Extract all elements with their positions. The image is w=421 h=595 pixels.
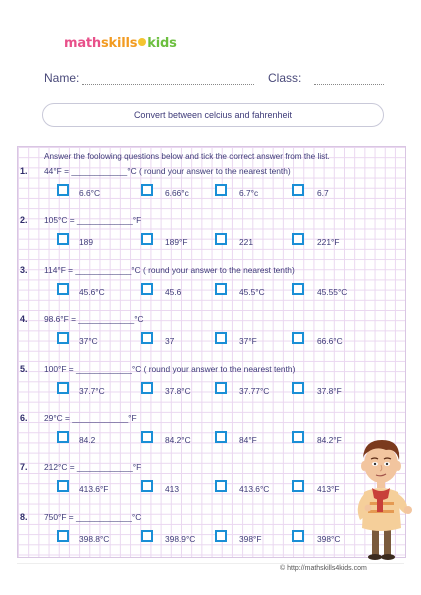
answer-option-label: 413°F [317,484,340,495]
answer-checkbox[interactable] [215,480,227,492]
answer-option-label: 398.8°C [79,533,110,544]
answer-option-label: 45.6°C [79,286,105,297]
answer-checkbox[interactable] [141,382,153,394]
answer-checkbox[interactable] [215,283,227,295]
answer-checkbox[interactable] [141,184,153,196]
answer-option-label: 66.6°C [317,336,343,347]
answer-checkbox[interactable] [141,530,153,542]
answer-option-label: 84.2°F [317,435,342,445]
answer-checkbox[interactable] [57,332,69,344]
answer-checkbox[interactable] [215,431,227,443]
answer-checkbox[interactable] [292,332,304,344]
answer-checkbox[interactable] [57,184,69,196]
name-label: Name: [44,71,80,85]
answer-checkbox[interactable] [141,431,153,443]
question-text: 105°C = ____________°F [44,215,142,226]
question-text: 750°F = ____________°C [44,511,142,522]
answer-checkbox[interactable] [215,382,227,394]
answer-option-label: 45.5°C [239,286,265,297]
answer-checkbox[interactable] [292,480,304,492]
answer-checkbox[interactable] [215,530,227,542]
answer-checkbox[interactable] [292,283,304,295]
answer-checkbox[interactable] [215,233,227,245]
answer-option-label: 221°F [317,237,340,248]
answer-checkbox[interactable] [215,184,227,196]
answer-option-label: 398.9°C [165,533,196,544]
answer-option-label: 84.2 [79,435,96,445]
question-3 [0,265,421,313]
question-number: 7. [20,462,28,473]
question-number: 6. [20,413,28,423]
brand-logo: mathskills kids [64,36,177,51]
answer-checkbox[interactable] [292,233,304,245]
answer-checkbox[interactable] [141,283,153,295]
question-number: 1. [20,166,28,176]
answer-option-label: 84.2°C [165,435,191,445]
answer-option-label: 37.8°F [317,385,342,396]
answer-checkbox[interactable] [292,382,304,394]
answer-option-label: 189°F [165,237,188,248]
answer-option-label: 413 [165,484,179,495]
question-text: 98.6°F = ____________°C [44,314,144,325]
question-number: 2. [20,215,28,226]
answer-option-label: 413.6°F [79,484,109,495]
answer-option-label: 398°C [317,533,341,544]
answer-option-label: 37 [165,336,175,347]
answer-checkbox[interactable] [57,431,69,443]
answer-checkbox[interactable] [292,530,304,542]
question-2 [0,215,421,263]
answer-checkbox[interactable] [57,283,69,295]
worksheet-title: Convert between celcius and fahrenheit [42,103,384,127]
question-number: 8. [20,511,28,522]
class-field[interactable] [314,84,384,85]
answer-checkbox[interactable] [57,233,69,245]
answer-option-label: 45.55°C [317,286,348,297]
answer-option-label: 37.77°C [239,385,270,396]
answer-option-label: 221 [239,237,253,248]
answer-option-label: 37°C [79,336,98,347]
answer-option-label: 37°F [239,336,257,347]
question-text: 212°C = ____________°F [44,462,142,473]
answer-checkbox[interactable] [141,233,153,245]
instructions: Answer the foolowing questions below and tick the correct answer from the list. [44,152,330,161]
question-text: 114°F = ____________°C ( round your answer to the nearest tenth) [44,264,295,275]
answer-checkbox[interactable] [57,480,69,492]
footer-divider [17,563,404,564]
answer-checkbox[interactable] [141,480,153,492]
answer-option-label: 6.66°c [165,188,189,198]
answer-checkbox[interactable] [57,530,69,542]
question-number: 3. [20,264,28,275]
question-number: 5. [20,363,28,374]
answer-option-label: 6.7°c [239,188,259,198]
answer-option-label: 189 [79,237,93,248]
answer-option-label: 37.8°C [165,385,191,396]
question-4 [0,314,421,362]
answer-option-label: 6.6°C [79,188,101,198]
answer-option-label: 37.7°C [79,385,105,396]
answer-option-label: 84°F [239,435,257,445]
question-5 [0,364,421,412]
question-text: 29°C = ____________°F [44,413,137,423]
answer-option-label: 398°F [239,533,262,544]
answer-option-label: 413.6°C [239,484,270,495]
class-label: Class: [268,71,302,85]
answer-checkbox[interactable] [215,332,227,344]
answer-option-label: 45.6 [165,286,182,297]
question-text: 100°F = ____________°C ( round your answer to the nearest tenth) [44,363,296,374]
answer-checkbox[interactable] [292,431,304,443]
name-field[interactable] [82,84,254,85]
answer-option-label: 6.7 [317,188,329,198]
answer-checkbox[interactable] [141,332,153,344]
question-text: 44°F = ____________°C ( round your answer to the nearest tenth) [44,166,291,176]
footer-copyright: © http://mathskills4kids.com [280,565,367,572]
teacher-character-illustration [346,436,416,562]
answer-checkbox[interactable] [292,184,304,196]
answer-checkbox[interactable] [57,382,69,394]
question-1 [0,166,421,214]
question-number: 4. [20,314,28,325]
